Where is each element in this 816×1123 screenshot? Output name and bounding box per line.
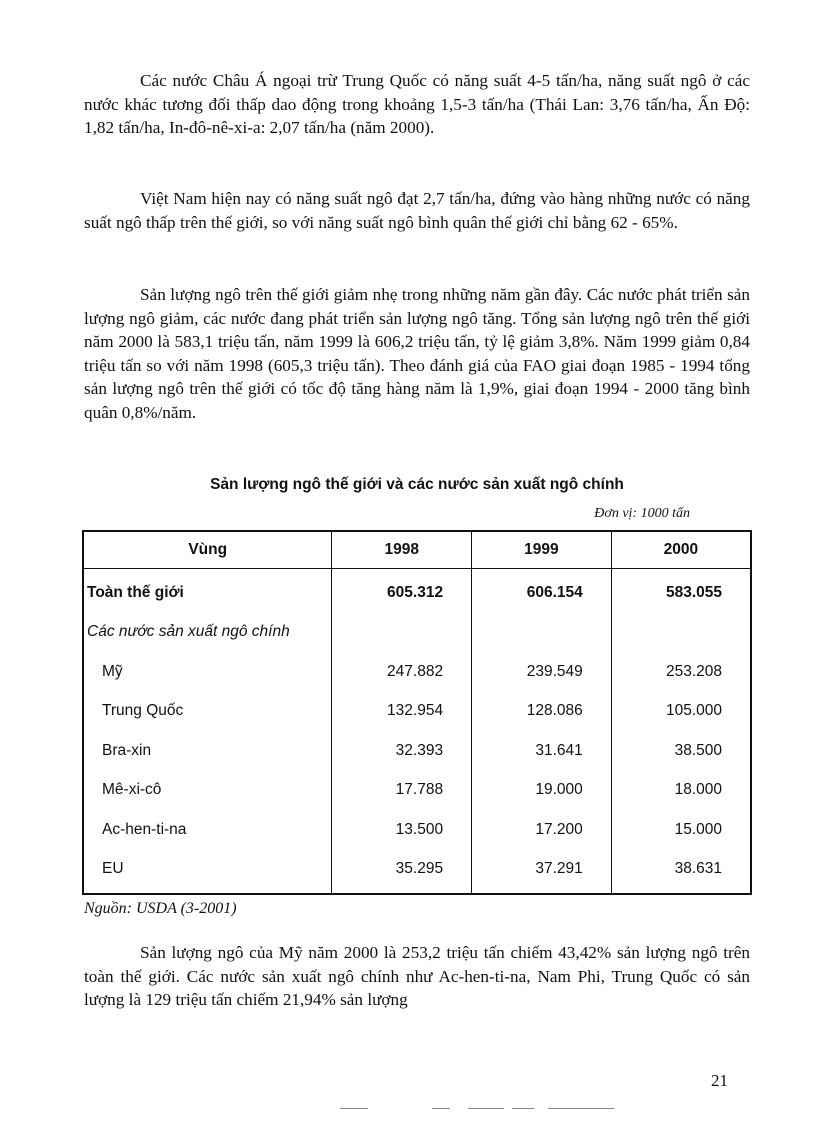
cell-1999: 239.549 <box>472 652 612 692</box>
cell-name: Ac-hen-ti-na <box>83 810 332 850</box>
scan-artifact-line <box>432 1108 450 1109</box>
production-table <box>82 530 752 895</box>
header-1998: 1998 <box>332 531 472 569</box>
cell-1999: 19.000 <box>472 771 612 811</box>
scan-artifact-line <box>548 1108 614 1109</box>
cell-name: Mê-xi-cô <box>83 771 332 811</box>
cell-1998: 13.500 <box>332 810 472 850</box>
scan-artifact-line <box>512 1108 534 1109</box>
table-row-world-total <box>83 569 751 613</box>
table-source: Nguồn: USDA (3-2001) <box>84 900 237 917</box>
cell-empty <box>472 613 612 653</box>
scan-artifact-line <box>340 1108 368 1109</box>
cell-1998: 35.295 <box>332 850 472 895</box>
table-row <box>83 771 751 811</box>
header-region: Vùng <box>83 531 332 569</box>
paragraph-asia-yield: Các nước Châu Á ngoại trừ Trung Quốc có năng suất 4-5 tấn/ha, năng suất ngô ở các nước khác tương đối thấp dao động trong khoảng 1,5-3 tấn/ha (Thái Lan: 3,76 tấn/ha, Ấn Độ: 1,82 tấn/ha, In-đô-nê-xi-a: 2,07 tấn/ha (năm 2000). <box>84 71 750 137</box>
cell-name: Bra-xin <box>83 731 332 771</box>
cell-1998: 247.882 <box>332 652 472 692</box>
cell-1999: 37.291 <box>472 850 612 895</box>
cell-name: Toàn thế giới <box>83 569 332 613</box>
cell-1998: 605.312 <box>332 569 472 613</box>
cell-1999: 31.641 <box>472 731 612 771</box>
cell-2000: 15.000 <box>611 810 751 850</box>
cell-2000: 18.000 <box>611 771 751 811</box>
header-1999: 1999 <box>472 531 612 569</box>
paragraph-world-production: Sản lượng ngô trên thế giới giảm nhẹ trong những năm gần đây. Các nước phát triển sản lượng ngô giảm, các nước đang phát triển sản lượng ngô tăng. Tổng sản lượng ngô trên thế giới năm 2000 là 583,1 triệu tấn, năm 1999 là 606,2 triệu tấn, tỷ lệ giảm 3,8%. Năm 1999 giảm 0,84 triệu tấn so với năm 1998 (605,3 triệu tấn). Theo đánh giá của FAO giai đoạn 1985 - 1994 tổng sản lượng ngô trên thế giới có tốc độ tăng hàng năm là 1,9%, giai đoạn 1994 - 2000 tăng bình quân 0,8%/năm. <box>84 285 750 422</box>
paragraph-vietnam-yield: Việt Nam hiện nay có năng suất ngô đạt 2,7 tấn/ha, đứng vào hàng những nước có năng suất ngô thấp trên thế giới, so với năng suất ngô bình quân thế giới chỉ bằng 62 - 65%. <box>84 189 750 232</box>
cell-2000: 105.000 <box>611 692 751 732</box>
cell-2000: 38.500 <box>611 731 751 771</box>
paragraph-usa-share: Sản lượng ngô của Mỹ năm 2000 là 253,2 triệu tấn chiếm 43,42% sản lượng ngô trên toàn thế giới. Các nước sản xuất ngô chính như Ac-hen-ti-na, Nam Phi, Trung Quốc có sản lượng là 129 triệu tấn chiếm 21,94% sản lượng <box>84 943 750 1009</box>
cell-2000: 253.208 <box>611 652 751 692</box>
cell-1998: 132.954 <box>332 692 472 732</box>
cell-name: Mỹ <box>83 652 332 692</box>
cell-1999: 606.154 <box>472 569 612 613</box>
cell-1999: 128.086 <box>472 692 612 732</box>
cell-2000: 38.631 <box>611 850 751 895</box>
table-row <box>83 731 751 771</box>
cell-empty <box>611 613 751 653</box>
table-header-row <box>83 531 751 569</box>
table-row <box>83 850 751 895</box>
page-number: 21 <box>711 1071 728 1090</box>
cell-1999: 17.200 <box>472 810 612 850</box>
cell-2000: 583.055 <box>611 569 751 613</box>
table-row <box>83 810 751 850</box>
cell-group-label: Các nước sản xuất ngô chính <box>83 613 332 653</box>
cell-name: Trung Quốc <box>83 692 332 732</box>
table-row-group-label <box>83 613 751 653</box>
cell-empty <box>332 613 472 653</box>
cell-1998: 17.788 <box>332 771 472 811</box>
cell-1998: 32.393 <box>332 731 472 771</box>
header-2000: 2000 <box>611 531 751 569</box>
table-row <box>83 692 751 732</box>
cell-name: EU <box>83 850 332 895</box>
scan-artifact-line <box>468 1108 504 1109</box>
table-title: Sản lượng ngô thế giới và các nước sản xuất ngô chính <box>210 476 624 493</box>
table-unit: Đơn vị: 1000 tấn <box>594 506 690 521</box>
table-row <box>83 652 751 692</box>
